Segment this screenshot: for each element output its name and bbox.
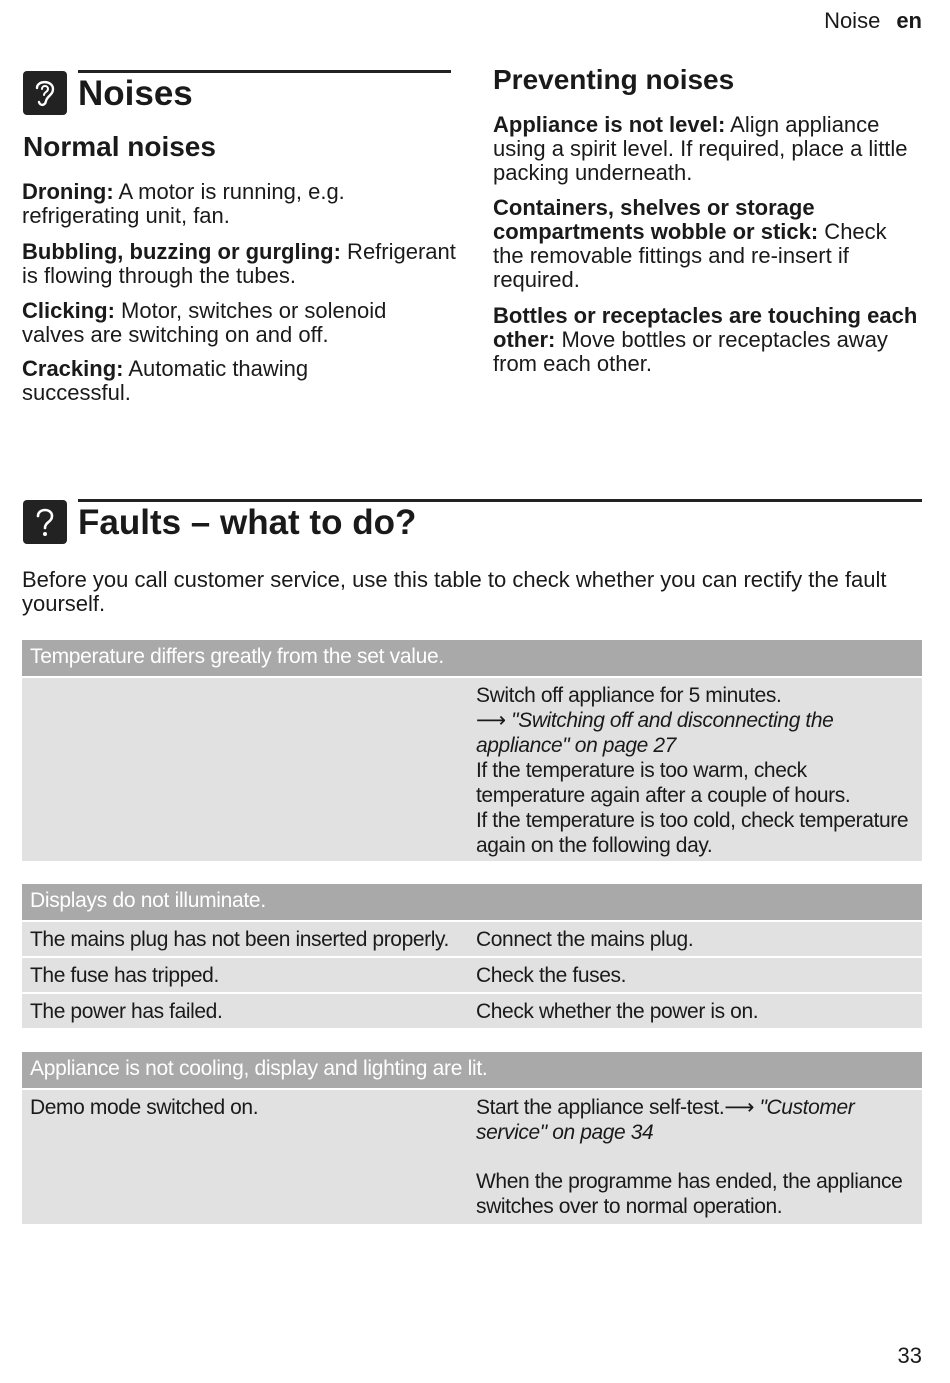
preventing-term: Containers, shelves or storage compartments wobble or stick: — [493, 195, 819, 244]
remedy-line: Start the appliance self-test. — [476, 1096, 725, 1119]
fault-cause: The fuse has tripped. — [30, 964, 219, 987]
table-row — [22, 956, 922, 992]
remedy-reference-text: "Customer service" on page 34 — [476, 1096, 855, 1144]
fault-table-heading: Temperature differs greatly from the set value. — [22, 640, 922, 676]
preventing-term: Appliance is not level: — [493, 112, 726, 137]
header-section: Noise — [824, 8, 881, 33]
fault-table-heading: Appliance is not cooling, display and lighting are lit. — [22, 1052, 922, 1088]
remedy-line: If the temperature is too cold, check temperature again on the following day. — [476, 809, 909, 857]
noises-title: Noises — [78, 74, 193, 113]
question-mark-icon — [23, 500, 67, 544]
section-rule-noises — [78, 70, 451, 73]
fault-table-heading: Displays do not illuminate. — [22, 884, 922, 920]
remedy-reference[interactable] — [476, 1095, 914, 1145]
normal-noises-title: Normal noises — [23, 131, 216, 162]
preventing-text: Check the removable fittings and re-insert if required. — [493, 219, 887, 292]
fault-remedy — [468, 1090, 922, 1224]
table-row — [22, 920, 922, 956]
preventing-text: Align appliance using a spirit level. If required, place a little packing underneath. — [493, 112, 908, 185]
preventing-term: Bottles or receptacles are touching each other: — [493, 303, 918, 352]
fault-remedy — [468, 678, 922, 861]
remedy-line: Switch off appliance for 5 minutes. — [476, 684, 782, 707]
noise-text: Automatic thawing successful. — [22, 356, 309, 405]
ear-icon — [23, 71, 67, 115]
fault-remedy: Check the fuses. — [476, 964, 627, 987]
noise-item — [22, 357, 362, 405]
arrow-icon: ⟶ — [724, 1096, 755, 1119]
table-row — [22, 992, 922, 1028]
fault-remedy: Check whether the power is on. — [476, 1000, 759, 1023]
noise-term: Cracking: — [22, 356, 124, 381]
preventing-item — [493, 304, 921, 376]
remedy-line: When the programme has ended, the appliance switches over to normal operation. — [476, 1170, 903, 1218]
noise-text: Refrigerant is flowing through the tubes. — [22, 239, 456, 288]
fault-table — [22, 1052, 922, 1224]
fault-table — [22, 884, 922, 1028]
noise-item — [22, 240, 462, 288]
fault-cause: The power has failed. — [30, 1000, 223, 1023]
preventing-noises-title: Preventing noises — [493, 64, 735, 95]
preventing-item — [493, 196, 921, 292]
noise-text: A motor is running, e.g. refrigerating unit, fan. — [22, 179, 345, 228]
remedy-reference[interactable] — [476, 708, 914, 758]
preventing-item — [493, 113, 921, 185]
page-number: 33 — [897, 1343, 922, 1368]
running-header — [824, 8, 922, 34]
section-rule-faults — [78, 499, 922, 502]
noise-term: Bubbling, buzzing or gurgling: — [22, 239, 341, 264]
spacer — [476, 1145, 914, 1169]
faults-title: Faults – what to do? — [78, 503, 417, 542]
header-language: en — [896, 8, 922, 33]
table-row — [22, 676, 922, 861]
noise-text: Motor, switches or solenoid valves are switching on and off. — [22, 298, 387, 347]
fault-cause: The mains plug has not been inserted properly. — [30, 928, 449, 951]
remedy-line: If the temperature is too warm, check temperature again after a couple of hours. — [476, 759, 851, 807]
fault-table — [22, 640, 922, 861]
fault-remedy: Connect the mains plug. — [476, 928, 694, 951]
fault-cause: Demo mode switched on. — [30, 1096, 259, 1119]
faults-intro: Before you call customer service, use this table to check whether you can rectify the fault yourself. — [22, 567, 887, 616]
preventing-text: Move bottles or receptacles away from each other. — [493, 327, 888, 376]
noise-term: Clicking: — [22, 298, 115, 323]
remedy-reference-text: "Switching off and disconnecting the appliance" on page 27 — [476, 709, 834, 757]
noise-term: Droning: — [22, 179, 114, 204]
fault-cause — [22, 678, 468, 861]
table-row — [22, 1088, 922, 1224]
noise-item — [22, 299, 442, 347]
arrow-icon: ⟶ — [476, 709, 506, 732]
noise-item — [22, 180, 462, 228]
